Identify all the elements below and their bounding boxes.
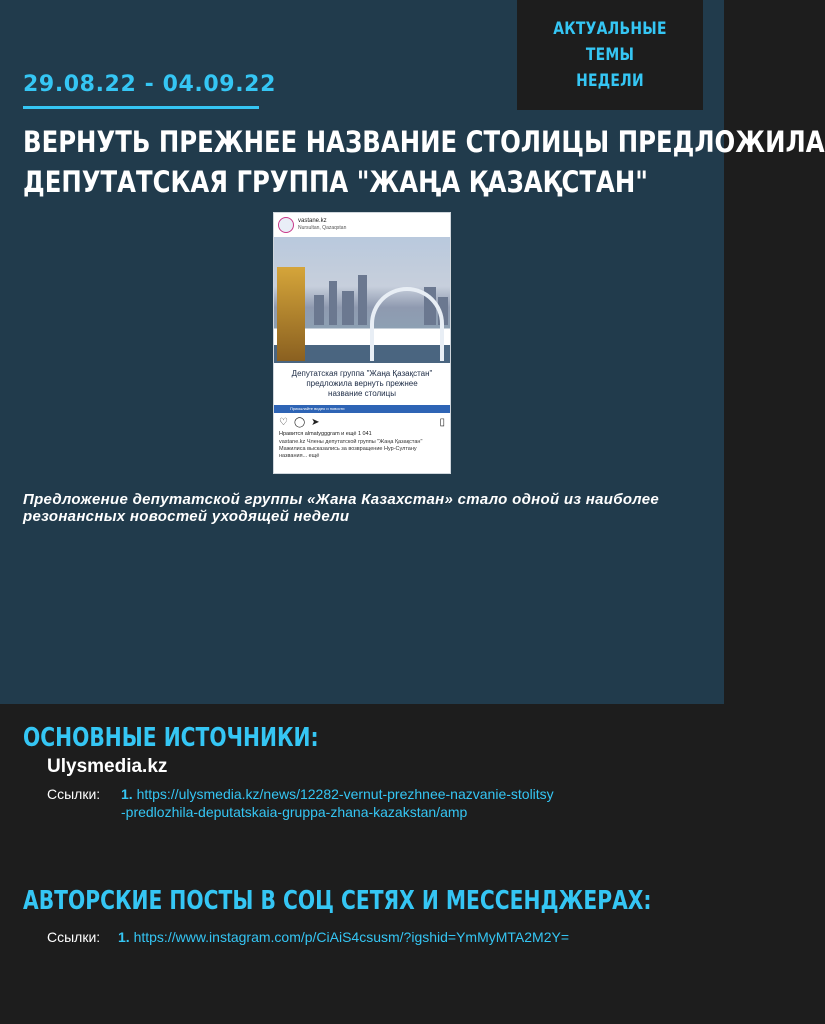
topics-badge <box>517 0 703 110</box>
news-description: Предложение депутатской группы «Жана Казахстан» стало одной из наиболее резонансных новостей уходящей недели <box>23 491 660 525</box>
comment-icon[interactable]: ◯ <box>293 416 306 428</box>
post-actions <box>274 413 450 431</box>
post-header <box>274 213 450 237</box>
author-posts-title: АВТОРСКИЕ ПОСТЫ В СОЦ СЕТЯХ И МЕССЕНДЖЕРАХ: <box>23 886 652 916</box>
post-text: vastane.kz Члены депутатской группы "Жаңа Қазақстан" Мажилиса высказались за возвращение Нур-Султану названия... ещё <box>279 439 423 459</box>
bridge-arch <box>370 287 444 361</box>
share-icon[interactable]: ➤ <box>311 416 320 428</box>
instagram-post-screenshot <box>273 212 451 474</box>
post-location: Nursultan, Qazaqstan <box>298 225 347 231</box>
avatar <box>278 217 294 233</box>
date-underline <box>23 106 259 109</box>
post-image <box>274 237 450 413</box>
post-likes: Нравится almatygggram и ещё 1 041 <box>279 431 372 437</box>
sources-title: ОСНОВНЫЕ ИСТОЧНИКИ: <box>23 723 319 753</box>
headline-line-2: ДЕПУТАТСКАЯ ГРУППА "ЖАҢА ҚАЗАҚСТАН" <box>23 165 648 199</box>
tower-building <box>277 267 305 361</box>
source-link[interactable]: 1. https://ulysmedia.kz/news/12282-vernut-prezhnee-nazvanie-stolitsy -predlozhila-deputatskaia-gruppa-zhana-kazakstan/amp <box>121 786 554 820</box>
bookmark-icon[interactable]: ▯ <box>439 416 445 428</box>
instagram-link[interactable]: 1. https://www.instagram.com/p/CiAiS4csusm/?igshid=YmMyMTA2M2Y= <box>118 929 570 945</box>
date-range: 29.08.22 - 04.09.22 <box>23 72 276 97</box>
post-username: vastane.kz <box>298 218 327 224</box>
author-links-label: Ссылки: <box>47 929 101 945</box>
headline <box>23 122 825 202</box>
image-caption: Депутатская группа "Жаңа Қазақстан" предложила вернуть прежнее название столицы <box>274 363 450 413</box>
badge-line-2: НЕДЕЛИ <box>576 71 644 91</box>
image-strip: Присылайте видео и новости <box>274 405 450 413</box>
source-name: Ulysmedia.kz <box>47 756 168 777</box>
headline-line-1: ВЕРНУТЬ ПРЕЖНЕЕ НАЗВАНИЕ СТОЛИЦЫ ПРЕДЛОЖИЛА <box>23 125 825 159</box>
heart-icon[interactable]: ♡ <box>279 416 288 428</box>
sources-links-label: Ссылки: <box>47 786 101 802</box>
badge-line-1: АКТУАЛЬНЫЕ ТЕМЫ <box>553 19 667 65</box>
